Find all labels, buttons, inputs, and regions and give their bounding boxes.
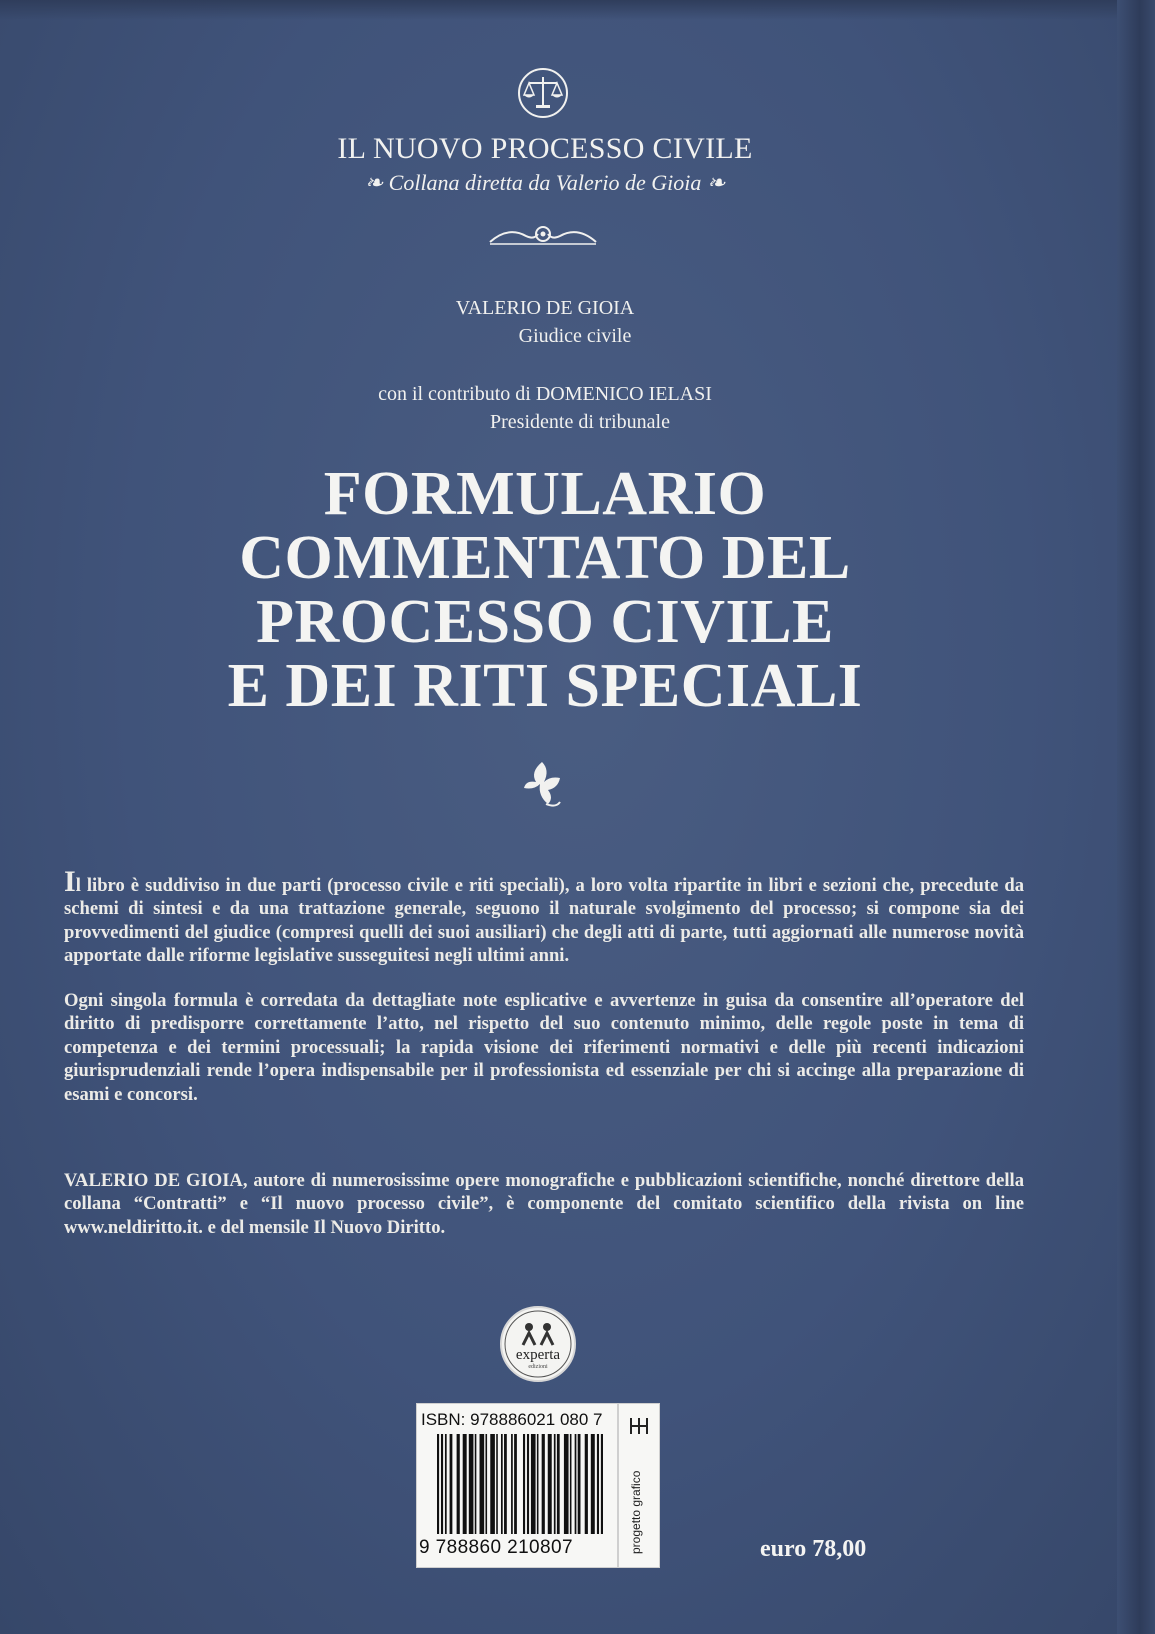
barcode-bar xyxy=(457,1434,460,1534)
barcode-label xyxy=(416,1403,618,1568)
barcode-bar xyxy=(557,1434,560,1534)
barcode-bar xyxy=(441,1434,443,1534)
barcode-bar xyxy=(437,1434,439,1534)
designer-logo-icon xyxy=(627,1414,651,1438)
barcode-bar xyxy=(554,1434,556,1534)
contributor-role: Presidente di tribunale xyxy=(490,411,670,433)
scales-of-justice-icon xyxy=(516,66,570,120)
barcode-bar xyxy=(601,1434,603,1534)
barcode-bar xyxy=(496,1434,498,1534)
title-line: COMMENTATO DEL xyxy=(239,524,851,592)
barcode-bar xyxy=(548,1434,552,1534)
barcode-bar xyxy=(591,1434,595,1534)
barcode-bar xyxy=(450,1434,453,1534)
barcode-bar xyxy=(575,1434,577,1534)
contributor-name: con il contributo di DOMENICO IELASI xyxy=(378,383,712,405)
barcode-bar xyxy=(504,1434,507,1534)
paragraph-text: l libro è suddiviso in due parti (processo civile e riti speciali), a loro volta ripartite in libri e sezioni che, precedute da schemi di sintesi e da una trattazione generale, seguono il naturale svolgimento del processo; si compone sia dei provvedimenti del giudice (compresi quelli dei suoi ausiliari) che degli atti di parte, tutti aggiornati alle numerose novità apportate dalle riforme legislative susseguitesi negli ultimi anni. xyxy=(64,874,1024,967)
series-editor-line: Collana diretta da Valerio de Gioia xyxy=(388,170,702,195)
cover-top-shadow xyxy=(0,0,1155,20)
price: euro 78,00 xyxy=(760,1536,867,1562)
barcode-bar xyxy=(511,1434,513,1534)
ean-barcode xyxy=(437,1434,603,1534)
title-line: PROCESSO CIVILE xyxy=(256,588,834,656)
author-name: VALERIO DE GIOIA xyxy=(455,297,635,319)
flourish-right: ❧ xyxy=(706,170,726,195)
contributor-block xyxy=(0,380,1090,436)
barcode-bar xyxy=(445,1434,447,1534)
barcode-bar xyxy=(537,1434,539,1534)
barcode-bar xyxy=(485,1434,487,1534)
designer-credit: progetto grafico xyxy=(629,1470,643,1554)
series-subtitle xyxy=(0,170,1090,196)
cover-spine-edge xyxy=(1117,0,1155,1634)
description-paragraph-2: Ogni singola formula è corredata da dettagliate note esplicative e avvertenze in guisa da consentire all’operatore del diritto di predisporre correttamente l’atto, nel rispetto del suo contenuto minimo, delle regole poste in tema di competenza e dei termini processuali; la rapida visione dei riferimenti normativi e delle più recenti indicazioni giurisprudenziali rende l’opera indispensabile per il professionista ed essenziale per chi si accinge alla preparazione di esami e concorsi. xyxy=(64,989,1024,1105)
title-line: FORMULARIO xyxy=(323,460,767,528)
barcode-bar xyxy=(570,1434,572,1534)
barcode-bar xyxy=(480,1434,485,1534)
barcode-bar xyxy=(597,1434,599,1534)
drop-cap: I xyxy=(64,864,76,898)
ean-digits: 9 788860 210807 xyxy=(419,1537,573,1558)
barcode-bar xyxy=(542,1434,545,1534)
barcode-bar xyxy=(585,1434,588,1534)
book-title xyxy=(0,462,1090,718)
barcode-bar xyxy=(564,1434,569,1534)
description-paragraph-1 xyxy=(64,864,1024,968)
barcode-bar xyxy=(527,1434,529,1534)
barcode-bar xyxy=(514,1434,517,1534)
publisher-name: experta xyxy=(515,1347,561,1363)
barcode-bar xyxy=(523,1434,525,1534)
author-role: Giudice civile xyxy=(518,325,632,347)
barcode-bar xyxy=(578,1434,581,1534)
isbn-number: ISBN: 978886021 080 7 xyxy=(421,1410,603,1429)
title-line: E DEI RITI SPECIALI xyxy=(227,652,863,720)
publisher-logo xyxy=(499,1305,577,1383)
flourish-left: ❧ xyxy=(364,170,384,195)
series-title: IL NUOVO PROCESSO CIVILE xyxy=(337,132,753,165)
designer-label xyxy=(618,1403,660,1568)
leaf-ornament-icon xyxy=(520,758,564,810)
barcode-bar xyxy=(501,1434,503,1534)
barcode-bar xyxy=(531,1434,536,1534)
author-block xyxy=(0,294,1090,350)
barcode-bar xyxy=(475,1434,477,1534)
barcode-bar xyxy=(469,1434,474,1534)
barcode-bar xyxy=(463,1434,467,1534)
author-bio-paragraph: VALERIO DE GIOIA, autore di numerosissime opere monografiche e pubblicazioni scientifiche, nonché direttore della collana “Contratti” e “Il nuovo processo civile”, è componente del comitato scientifico della rivista on line www.neldiritto.it. e del mensile Il Nuovo Diritto. xyxy=(64,1169,1024,1238)
publisher-tagline: edizioni xyxy=(528,1364,548,1370)
scroll-ornament-icon xyxy=(488,222,598,248)
barcode-bar xyxy=(490,1434,495,1534)
